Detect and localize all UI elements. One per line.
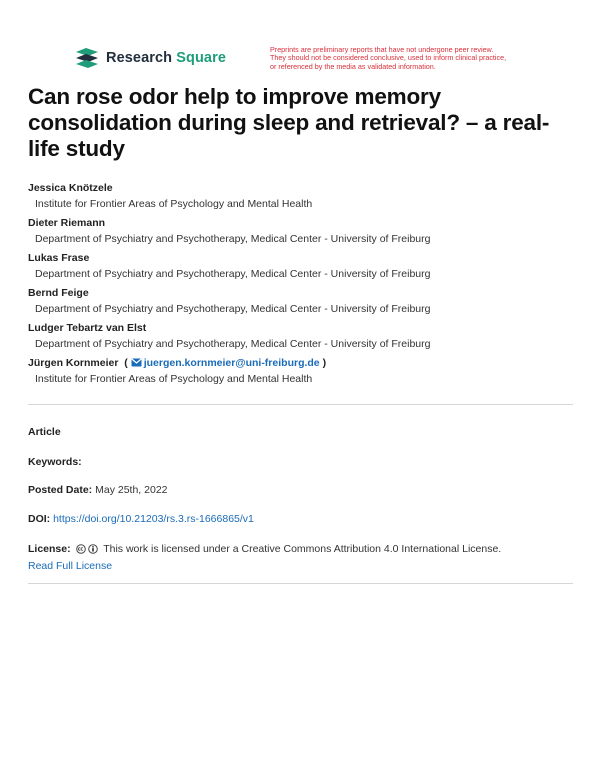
section-divider xyxy=(28,404,573,405)
doi-link[interactable]: https://doi.org/10.21203/rs.3.rs-1666865/v1 xyxy=(53,513,254,525)
logo-word-research: Research xyxy=(106,50,173,66)
paren-open: ( xyxy=(121,357,128,369)
author-affiliation: Department of Psychiatry and Psychotherapy, Medical Center - University of Freiburg xyxy=(35,268,431,280)
author-affiliation: Institute for Frontier Areas of Psychology and Mental Health xyxy=(35,373,313,385)
author-entry xyxy=(28,180,573,213)
author-name: Lukas Frase xyxy=(28,252,90,264)
author-name: Ludger Tebartz van Elst xyxy=(28,322,147,334)
license-label: License: xyxy=(28,543,71,555)
author-affiliation: Department of Psychiatry and Psychotherapy, Medical Center - University of Freiburg xyxy=(35,338,431,350)
disclaimer-line: They should not be considered conclusive, used to inform clinical practice, xyxy=(270,53,507,63)
keywords-row xyxy=(28,454,82,470)
posted-date-value: May 25th, 2022 xyxy=(95,484,168,496)
preprint-disclaimer xyxy=(270,46,540,71)
read-full-license-link[interactable]: Read Full License xyxy=(28,560,113,572)
author-affiliation: Department of Psychiatry and Psychotherapy, Medical Center - University of Freiburg xyxy=(35,303,431,315)
logo-wordmark xyxy=(106,50,226,66)
author-name: Bernd Feige xyxy=(28,287,89,299)
author-email-link[interactable] xyxy=(131,357,323,369)
doi-row xyxy=(28,511,254,527)
author-affiliation: Institute for Frontier Areas of Psychology and Mental Health xyxy=(35,198,313,210)
license-icons xyxy=(76,543,99,559)
posted-date-row xyxy=(28,482,168,498)
author-name: Dieter Riemann xyxy=(28,217,106,229)
posted-date-label: Posted Date: xyxy=(28,484,93,496)
section-divider xyxy=(28,583,573,584)
by-icon xyxy=(88,544,98,554)
doi-label: DOI: xyxy=(28,513,51,525)
author-entry xyxy=(28,285,573,318)
article-type: Article xyxy=(28,426,61,438)
license-row xyxy=(28,541,573,559)
author-affiliation: Department of Psychiatry and Psychotherapy, Medical Center - University of Freiburg xyxy=(35,233,431,245)
author-entry xyxy=(28,250,573,283)
author-entry xyxy=(28,215,573,248)
author-email: juergen.kornmeier@uni-freiburg.de xyxy=(143,357,320,369)
license-text: This work is licensed under a Creative Commons Attribution 4.0 International License. xyxy=(103,543,502,555)
paper-title: Can rose odor help to improve memory consolidation during sleep and retrieval? – a real-life study xyxy=(28,84,550,161)
research-square-mark-icon xyxy=(74,48,100,68)
paren-close: ) xyxy=(322,357,327,369)
research-square-logo[interactable] xyxy=(74,48,226,68)
license-link-row xyxy=(28,558,112,574)
logo-word-square: Square xyxy=(176,50,226,66)
author-entry xyxy=(28,355,573,388)
cc-icon xyxy=(76,544,86,554)
keywords-label: Keywords: xyxy=(28,456,82,468)
corresponding-author xyxy=(28,355,573,371)
article-type-row xyxy=(28,424,61,440)
disclaimer-line: or referenced by the media as validated information. xyxy=(270,61,436,71)
disclaimer-line: Preprints are preliminary reports that have not undergone peer review. xyxy=(270,45,494,54)
author-name: Jessica Knötzele xyxy=(28,182,113,194)
author-list xyxy=(28,180,573,390)
envelope-icon xyxy=(131,358,142,367)
author-entry xyxy=(28,320,573,353)
author-name: Jürgen Kornmeier xyxy=(28,357,119,369)
